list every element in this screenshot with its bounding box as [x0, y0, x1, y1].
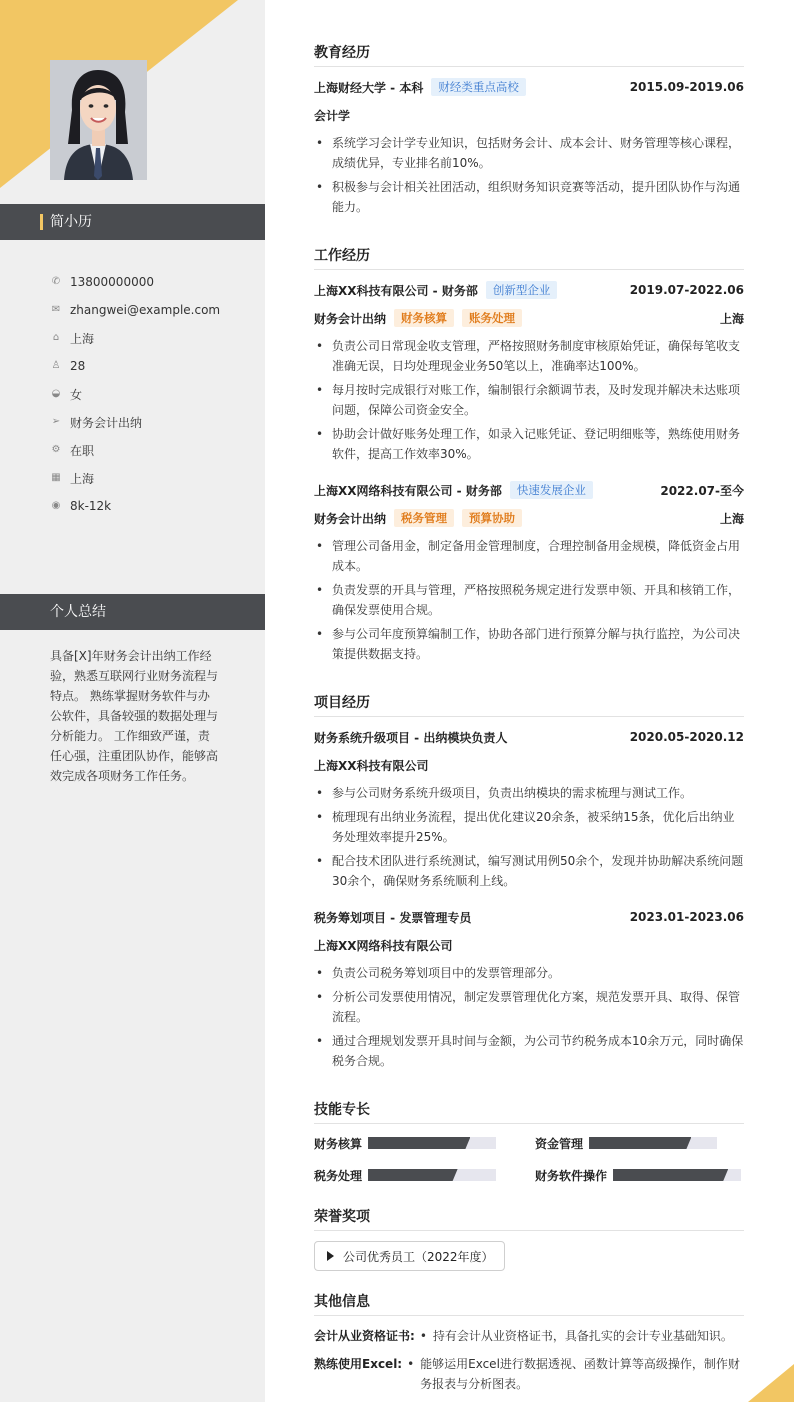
project-head	[314, 908, 744, 926]
job-role: 财务会计出纳	[314, 511, 387, 526]
skill-bar-fill	[368, 1169, 458, 1181]
contact-text: 8k-12k	[70, 499, 112, 513]
skill-item	[535, 1135, 717, 1151]
expand-triangle-icon	[327, 1251, 334, 1261]
skill-item	[314, 1135, 496, 1151]
contact-age	[50, 352, 250, 380]
skill-bar	[368, 1169, 496, 1181]
job-date: 2019.07-2022.06	[629, 283, 744, 297]
skill-bar	[613, 1169, 741, 1181]
summary-text: 具备[X]年财务会计出纳工作经验，熟悉互联网行业财务流程与特点。 熟练掌握财务软件与办公软件，具备较强的数据处理与分析能力。 工作细致严谨，责任心强，注重团队协作，能够高效完成各项财务工作任务。	[50, 649, 219, 783]
job-bullets	[314, 336, 744, 468]
award-label: 公司优秀员工（2022年度）	[343, 1249, 494, 1264]
section-title-projects: 项目经历	[314, 692, 744, 717]
list-item: • 系统学习会计学专业知识，包括财务会计、成本会计、财务管理等核心课程，成绩优异，专业排名前10%。	[314, 133, 744, 173]
summary-header	[0, 594, 265, 630]
skill-name: 税务处理	[314, 1168, 363, 1183]
skill-name: 财务核算	[314, 1136, 363, 1151]
salary-icon: ◉	[51, 500, 61, 511]
job-location: 上海	[719, 511, 744, 526]
decorative-corner	[748, 1364, 794, 1402]
skill-tag: 税务管理	[394, 509, 454, 527]
other-info-key: 会计从业资格证书:	[314, 1329, 415, 1343]
contact-text: 财务会计出纳	[70, 415, 143, 430]
skill-bar-fill	[613, 1169, 728, 1181]
contact-text: 上海	[70, 331, 95, 346]
contact-status	[50, 436, 250, 464]
list-item: • 积极参与会计相关社团活动，组织财务知识竞赛等活动，提升团队协作与沟通能力。	[314, 177, 744, 217]
contact-city	[50, 464, 250, 492]
job-role-row	[314, 509, 744, 527]
section-title-awards: 荣誉奖项	[314, 1206, 744, 1231]
project-name: 税务筹划项目 - 发票管理专员	[314, 910, 472, 925]
job-bullets	[314, 536, 744, 668]
age-icon: ♙	[51, 360, 61, 371]
contact-job	[50, 408, 250, 436]
project-date: 2023.01-2023.06	[629, 910, 744, 924]
education-major	[314, 106, 744, 124]
skill-item	[535, 1167, 741, 1183]
project-company	[314, 936, 744, 954]
skill-tag: 账务处理	[462, 309, 522, 327]
contact-text: 13800000000	[70, 275, 154, 289]
education-head	[314, 78, 744, 96]
project-date: 2020.05-2020.12	[629, 730, 744, 744]
list-item: • 每月按时完成银行对账工作，编制银行余额调节表，及时发现并解决未达账项问题，保障公司资金安全。	[314, 380, 744, 420]
contact-list	[50, 268, 250, 520]
company-tag: 创新型企业	[486, 281, 558, 299]
list-item: • 负责公司日常现金收支管理，严格按照财务制度审核原始凭证，确保每笔收支准确无误，日均处理现金业务50笔以上，准确率达100%。	[314, 336, 744, 376]
job-head	[314, 481, 744, 499]
job-date: 2022.07-至今	[660, 483, 744, 498]
skill-item	[314, 1167, 496, 1183]
skill-bar	[368, 1137, 496, 1149]
other-info-value: • 持有会计从业资格证书，具备扎实的会计专业基础知识。	[415, 1326, 733, 1346]
education-date: 2015.09-2019.06	[629, 80, 744, 94]
list-item: • 协助会计做好账务处理工作，如录入记账凭证、登记明细账等，熟练使用财务软件，提高工作效率30%。	[314, 424, 744, 464]
project-company	[314, 756, 744, 774]
job-icon: ➢	[51, 416, 61, 427]
skill-name: 财务软件操作	[535, 1168, 608, 1183]
section-title-work: 工作经历	[314, 245, 744, 270]
sidebar	[0, 0, 265, 1402]
job-role-row	[314, 309, 744, 327]
project-company-text: 上海XX网络科技有限公司	[314, 938, 453, 953]
list-item: • 参与公司财务系统升级项目，负责出纳模块的需求梳理与测试工作。	[314, 783, 744, 803]
contact-gender	[50, 380, 250, 408]
skill-tag: 预算协助	[462, 509, 522, 527]
company-tag: 快速发展企业	[510, 481, 593, 499]
home-icon: ⌂	[52, 332, 60, 343]
section-title-skills: 技能专长	[314, 1099, 744, 1124]
other-info-key: 熟练使用Excel:	[314, 1357, 403, 1371]
building-icon: ▦	[51, 472, 61, 483]
project-bullets	[314, 963, 744, 1075]
profile-photo	[50, 60, 147, 180]
list-item: • 负责发票的开具与管理，严格按照税务规定进行发票申领、开具和核销工作，确保发票使用合规。	[314, 580, 744, 620]
contact-text: 在职	[70, 443, 95, 458]
gender-icon: ◒	[51, 388, 61, 399]
skill-bar-fill	[368, 1137, 470, 1149]
job-role: 财务会计出纳	[314, 311, 387, 326]
job-head	[314, 281, 744, 299]
phone-icon: ✆	[51, 276, 61, 287]
contact-text: zhangwei@example.com	[70, 303, 221, 317]
project-name: 财务系统升级项目 - 出纳模块负责人	[314, 730, 508, 745]
contact-text: 上海	[70, 471, 95, 486]
resume-title-header	[0, 204, 265, 240]
contact-phone	[50, 268, 250, 296]
award-item[interactable]	[314, 1241, 505, 1271]
contact-home	[50, 324, 250, 352]
list-item: • 分析公司发票使用情况，制定发票管理优化方案，规范发票开具、取得、保管流程。	[314, 987, 744, 1027]
company-name: 上海XX科技有限公司 - 财务部	[314, 283, 478, 298]
other-info-value: • 能够运用Excel进行数据透视、函数计算等高级操作，制作财务报表与分析图表。	[402, 1354, 744, 1394]
project-head	[314, 728, 744, 746]
summary-title: 个人总结	[50, 604, 106, 620]
contact-text: 28	[70, 359, 86, 373]
list-item: • 配合技术团队进行系统测试，编写测试用例50余个，发现并协助解决系统问题30余个，确保财务系统顺利上线。	[314, 851, 744, 891]
education-bullets	[314, 133, 744, 221]
skill-tag: 财务核算	[394, 309, 454, 327]
list-item: • 负责公司税务筹划项目中的发票管理部分。	[314, 963, 744, 983]
skill-name: 资金管理	[535, 1136, 584, 1151]
job-location: 上海	[719, 311, 744, 326]
contact-email	[50, 296, 250, 324]
status-icon: ⚙	[51, 444, 61, 455]
project-bullets	[314, 783, 744, 895]
skill-bar-fill	[589, 1137, 691, 1149]
contact-text: 女	[70, 387, 83, 402]
section-title-education: 教育经历	[314, 42, 744, 67]
section-title-other: 其他信息	[314, 1291, 744, 1316]
company-name: 上海XX网络科技有限公司 - 财务部	[314, 483, 502, 498]
list-item: • 通过合理规划发票开具时间与金额，为公司节约税务成本10余万元，同时确保税务合规。	[314, 1031, 744, 1071]
school-name: 上海财经大学 - 本科	[314, 80, 424, 95]
list-item: • 梳理现有出纳业务流程，提出优化建议20余条，被采纳15条，优化后出纳业务处理效率提升25%。	[314, 807, 744, 847]
skill-bar	[589, 1137, 717, 1149]
email-icon: ✉	[51, 304, 61, 315]
other-info-item	[314, 1326, 744, 1346]
contact-salary	[50, 492, 250, 520]
resume-title: 简小历	[50, 214, 92, 230]
major-text: 会计学	[314, 108, 351, 123]
other-info-item	[314, 1354, 744, 1394]
project-company-text: 上海XX科技有限公司	[314, 758, 429, 773]
accent-bar	[40, 214, 43, 230]
school-tag: 财经类重点高校	[431, 78, 526, 96]
list-item: • 管理公司备用金，制定备用金管理制度，合理控制备用金规模，降低资金占用成本。	[314, 536, 744, 576]
list-item: • 参与公司年度预算编制工作，协助各部门进行预算分解与执行监控，为公司决策提供数据支持。	[314, 624, 744, 664]
